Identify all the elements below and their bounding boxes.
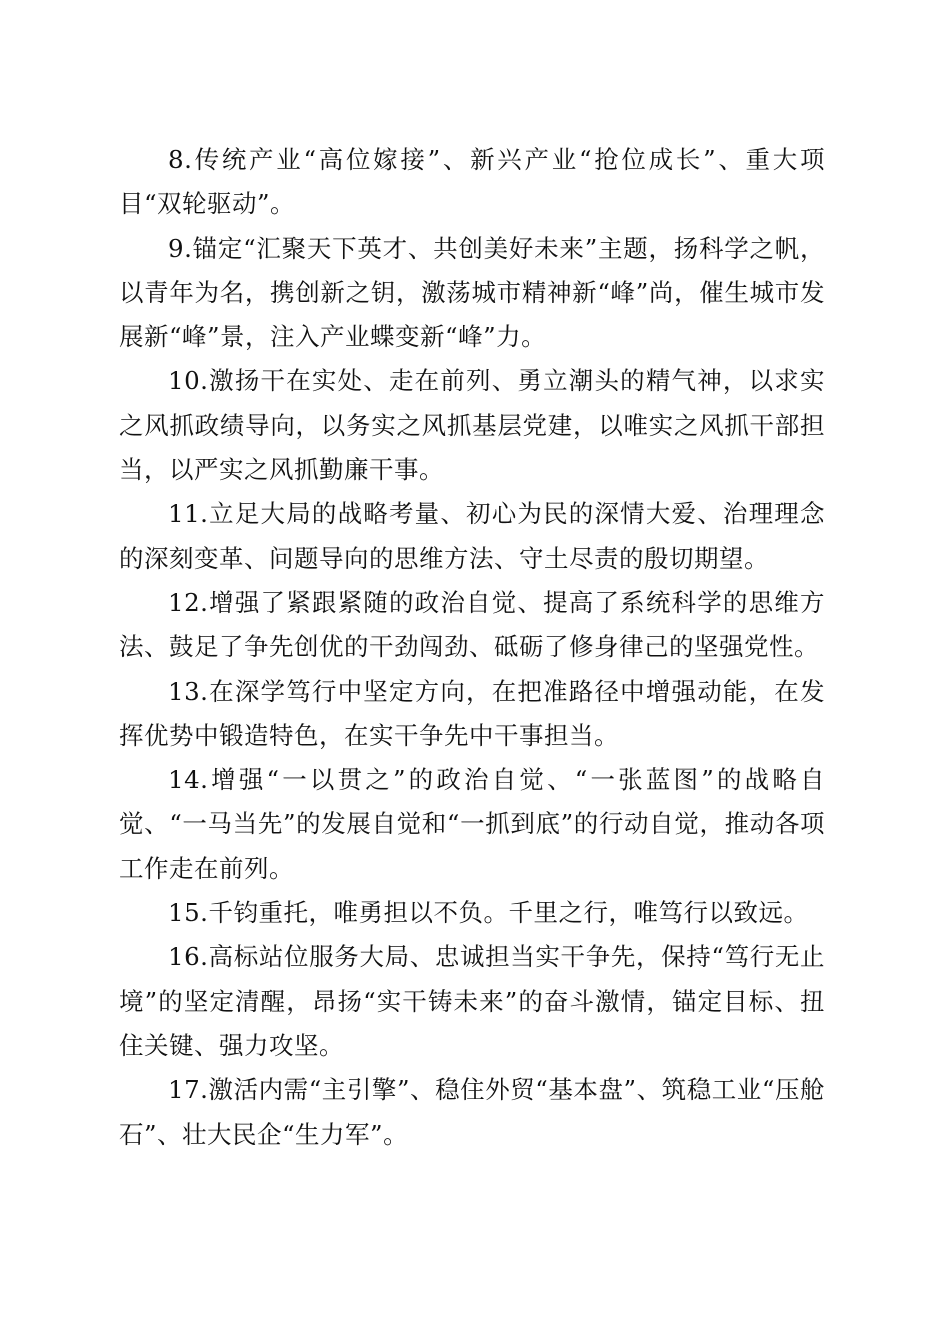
paragraph-16: 16.高标站位服务大局、忠诚担当实干争先，保持“笃行无止境”的坚定清醒，昂扬“实干铸未来”的奋斗激情，锚定目标、扭住关键、强力攻坚。 bbox=[119, 942, 825, 1060]
paragraph-15: 15.千钧重托，唯勇担以不负。千里之行，唯笃行以致远。 bbox=[168, 898, 809, 928]
paragraph-11: 11.立足大局的战略考量、初心为民的深情大爱、治理理念的深刻变革、问题导向的思维方法、守土尽责的殷切期望。 bbox=[119, 499, 825, 573]
paragraph-13: 13.在深学笃行中坚定方向，在把准路径中增强动能，在发挥优势中锻造特色，在实干争先中干事担当。 bbox=[119, 676, 825, 750]
paragraph-9: 9.锚定“汇聚天下英才、共创美好未来”主题，扬科学之帆，以青年为名，携创新之钥，激荡城市精神新“峰”尚，催生城市发展新“峰”景，注入产业蝶变新“峰”力。 bbox=[119, 233, 825, 352]
paragraph-10: 10.激扬干在实处、走在前列、勇立潮头的精气神，以求实之风抓政绩导向，以务实之风抓基层党建，以唯实之风抓干部担当，以严实之风抓勤廉干事。 bbox=[119, 366, 825, 485]
paragraph-12: 12.增强了紧跟紧随的政治自觉、提高了系统科学的思维方法、鼓足了争先创优的干劲闯劲、砥砺了修身律己的坚强党性。 bbox=[119, 587, 825, 662]
document-body bbox=[119, 138, 825, 1157]
paragraph-14: 14.增强“一以贯之”的政治自觉、“一张蓝图”的战略自觉、“一马当先”的发展自觉和“一抓到底”的行动自觉，推动各项工作走在前列。 bbox=[119, 765, 825, 883]
paragraph-17: 17.激活内需“主引擎”、稳住外贸“基本盘”、筑稳工业“压舱石”、壮大民企“生力军”。 bbox=[119, 1075, 825, 1149]
paragraph-8: 8.传统产业“高位嫁接”、新兴产业“抢位成长”、重大项目“双轮驱动”。 bbox=[119, 145, 825, 219]
